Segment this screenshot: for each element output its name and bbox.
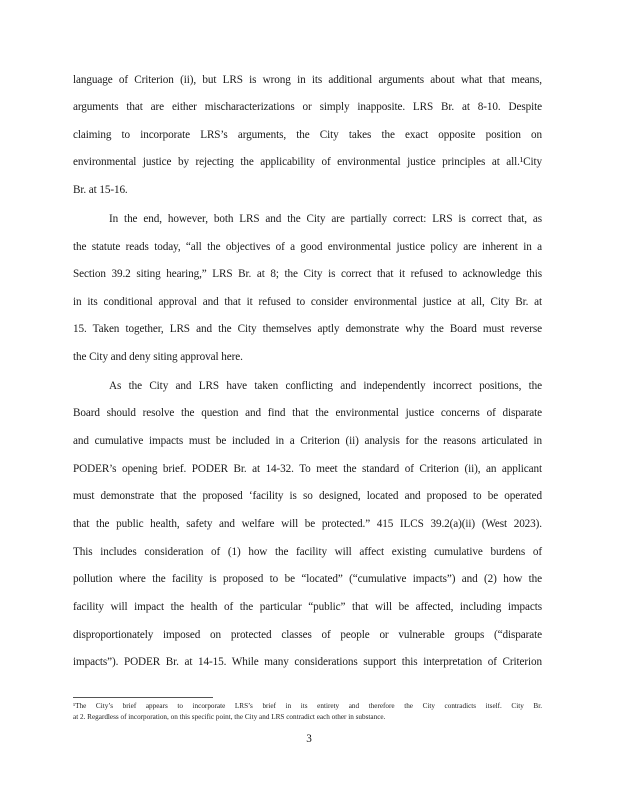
body-line: facility will impact the health of the particular “public” that will be affected, including impacts: [73, 601, 542, 613]
body-line: claiming to incorporate LRS’s arguments, the City takes the exact opposite position on: [73, 129, 542, 141]
body-line: 15. Taken together, LRS and the City themselves aptly demonstrate why the Board must reverse: [73, 323, 542, 335]
footnote-line: ¹The City’s brief appears to incorporate LRS’s brief in its entirety and therefore the City contradicts itself. City Br.: [73, 702, 542, 710]
body-line: Board should resolve the question and find that the environmental justice concerns of disparate: [73, 407, 542, 419]
body-line: arguments that are either mischaracterizations or simply inapposite. LRS Br. at 8-10. Despite: [73, 101, 542, 113]
body-line: must demonstrate that the proposed ‘facility is so designed, located and proposed to be operated: [73, 490, 542, 502]
footnote-line: at 2. Regardless of incorporation, on this specific point, the City and LRS contradict each other in substance.: [73, 713, 386, 721]
body-line: environmental justice by rejecting the applicability of environmental justice principles at all.¹City: [73, 156, 542, 168]
footnote-separator: [73, 697, 213, 698]
body-line: in its conditional approval and that it refused to consider environmental justice at all, City Br. at: [73, 296, 542, 308]
body-line: PODER’s opening brief. PODER Br. at 14-32. To meet the standard of Criterion (ii), an applicant: [73, 463, 542, 475]
body-line: disproportionately imposed on protected classes of people or vulnerable groups (“disparate: [73, 629, 542, 641]
body-line: This includes consideration of (1) how the facility will affect existing cumulative burdens of: [73, 546, 542, 558]
body-line: pollution where the facility is proposed to be “located” (“cumulative impacts”) and (2) how the: [73, 573, 542, 585]
body-line: impacts”). PODER Br. at 14-15. While many considerations support this interpretation of Criterion: [73, 656, 542, 668]
body-line: the statute reads today, “all the objectives of a good environmental justice policy are inherent in a: [73, 241, 542, 253]
body-line: Section 39.2 siting hearing,” LRS Br. at 8; the City is correct that it refused to acknowledge this: [73, 268, 542, 280]
body-line: In the end, however, both LRS and the City are partially correct: LRS is correct that, as: [109, 213, 542, 225]
body-line: As the City and LRS have taken conflicting and independently incorrect positions, the: [109, 380, 542, 392]
body-line: Br. at 15-16.: [73, 184, 128, 196]
page-number: 3: [306, 733, 312, 745]
body-line: language of Criterion (ii), but LRS is wrong in its additional arguments about what that means,: [73, 74, 542, 86]
body-line: the City and deny siting approval here.: [73, 351, 243, 363]
body-line: and cumulative impacts must be included in a Criterion (ii) analysis for the reasons articulated in: [73, 435, 542, 447]
body-line: that the public health, safety and welfare will be protected.” 415 ILCS 39.2(a)(ii) (West 2023).: [73, 518, 542, 530]
